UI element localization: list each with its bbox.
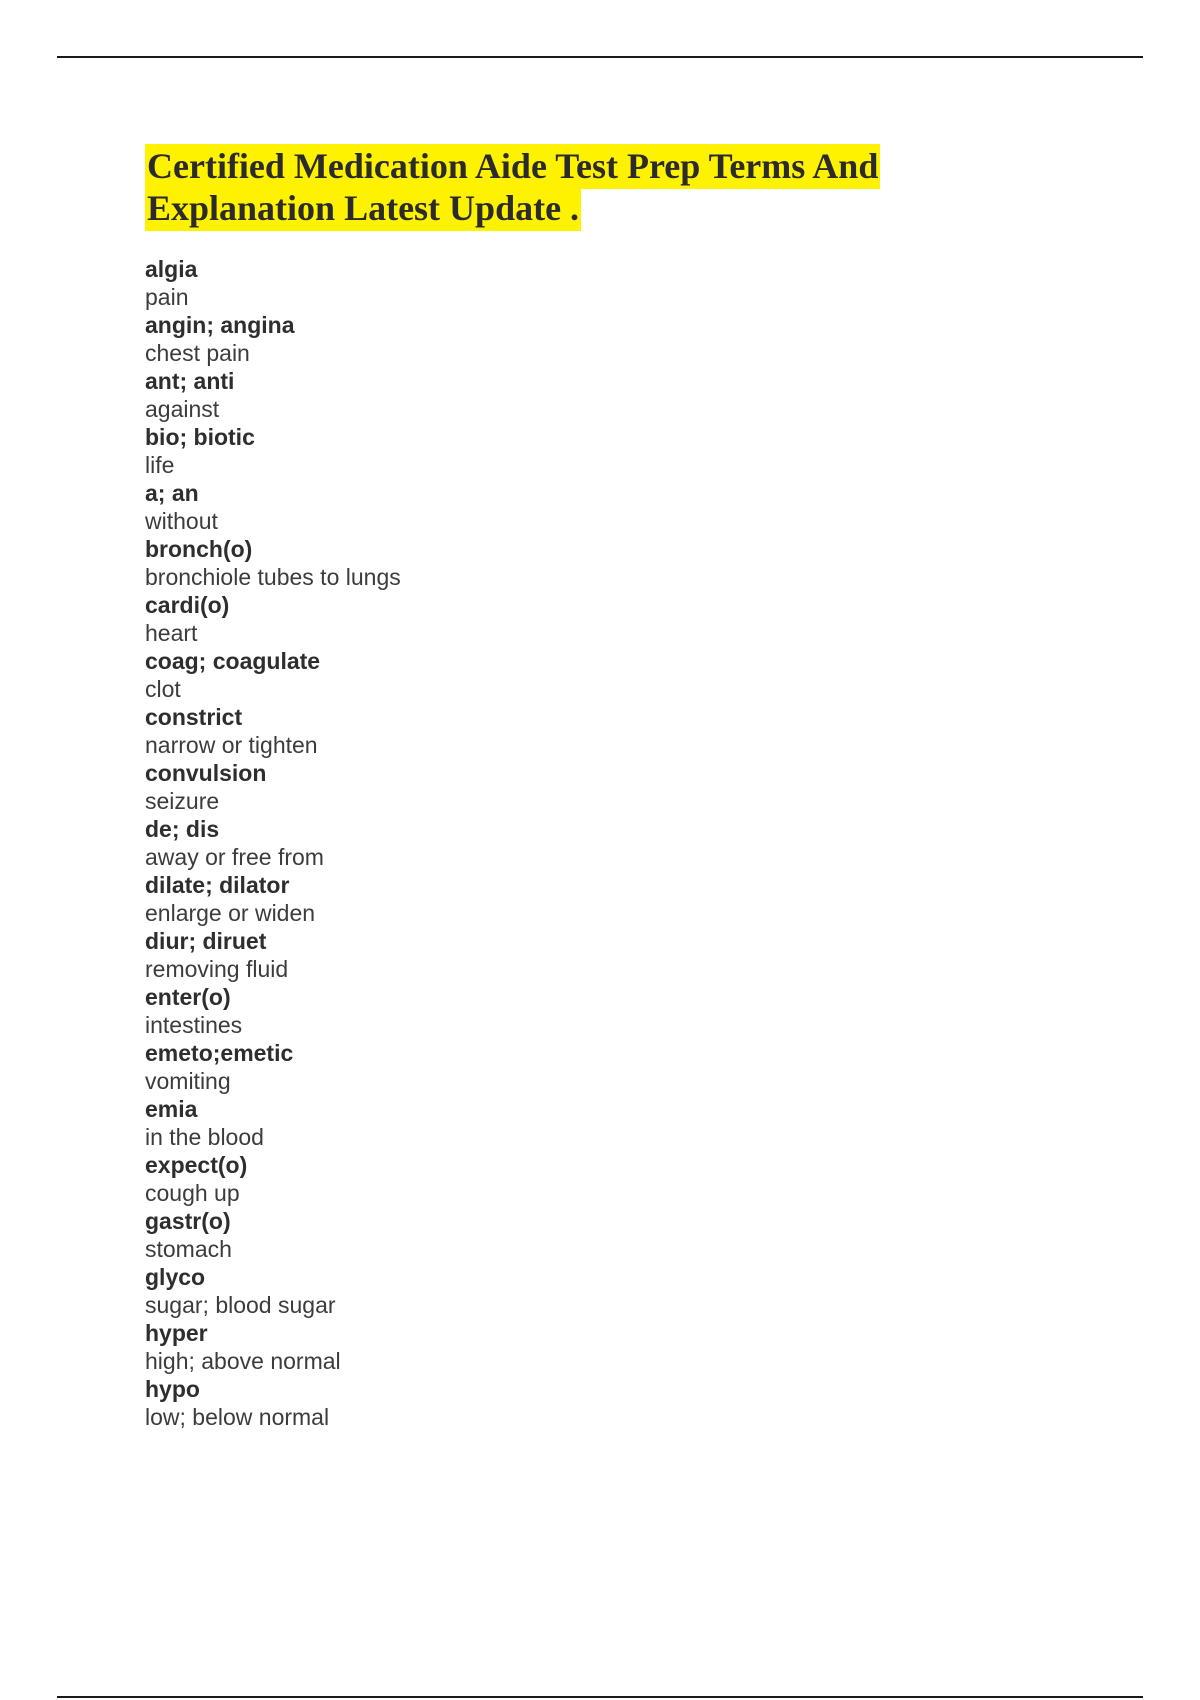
document-body — [145, 145, 1045, 1431]
terms-list — [145, 255, 1045, 1431]
term-entry — [145, 535, 1045, 591]
term-definition: in the blood — [145, 1124, 264, 1150]
term-name: hypo — [145, 1376, 200, 1402]
term-name: cardi(o) — [145, 592, 230, 618]
footer-rule — [57, 1696, 1143, 1698]
term-name: gastr(o) — [145, 1208, 231, 1234]
term-definition: pain — [145, 284, 189, 310]
term-entry — [145, 423, 1045, 479]
term-name: bio; biotic — [145, 424, 255, 450]
term-entry — [145, 1095, 1045, 1151]
title-highlight: Certified Medication Aide Test Prep Terms And Explanation Latest Update . — [145, 144, 880, 231]
term-name: ant; anti — [145, 368, 235, 394]
term-entry — [145, 703, 1045, 759]
term-entry — [145, 647, 1045, 703]
term-entry — [145, 367, 1045, 423]
term-name: algia — [145, 256, 198, 282]
term-entry — [145, 1263, 1045, 1319]
term-name: emeto;emetic — [145, 1040, 294, 1066]
term-definition: without — [145, 508, 218, 534]
term-name: glyco — [145, 1264, 206, 1290]
term-entry — [145, 1151, 1045, 1207]
term-entry — [145, 255, 1045, 311]
term-entry — [145, 1319, 1045, 1375]
term-definition: life — [145, 452, 175, 478]
term-definition: low; below normal — [145, 1404, 330, 1430]
term-definition: enlarge or widen — [145, 900, 316, 926]
term-name: hyper — [145, 1320, 208, 1346]
term-definition: away or free from — [145, 844, 324, 870]
term-definition: heart — [145, 620, 198, 646]
header-rule — [57, 56, 1143, 58]
term-entry — [145, 1039, 1045, 1095]
term-definition: cough up — [145, 1180, 240, 1206]
term-definition: vomiting — [145, 1068, 231, 1094]
term-entry — [145, 983, 1045, 1039]
term-name: bronch(o) — [145, 536, 253, 562]
term-definition: narrow or tighten — [145, 732, 318, 758]
term-name: a; an — [145, 480, 199, 506]
term-definition: seizure — [145, 788, 220, 814]
term-name: diur; diruet — [145, 928, 267, 954]
term-name: coag; coagulate — [145, 648, 321, 674]
term-name: constrict — [145, 704, 243, 730]
term-name: dilate; dilator — [145, 872, 290, 898]
term-entry — [145, 1207, 1045, 1263]
term-entry — [145, 871, 1045, 927]
term-definition: bronchiole tubes to lungs — [145, 564, 401, 590]
term-definition: clot — [145, 676, 181, 702]
term-entry — [145, 311, 1045, 367]
term-name: expect(o) — [145, 1152, 248, 1178]
term-entry — [145, 815, 1045, 871]
term-definition: high; above normal — [145, 1348, 341, 1374]
term-entry — [145, 1375, 1045, 1431]
term-definition: sugar; blood sugar — [145, 1292, 336, 1318]
term-name: de; dis — [145, 816, 220, 842]
term-definition: removing fluid — [145, 956, 289, 982]
term-definition: intestines — [145, 1012, 243, 1038]
term-definition: stomach — [145, 1236, 232, 1262]
term-entry — [145, 927, 1045, 983]
term-name: convulsion — [145, 760, 267, 786]
term-entry — [145, 479, 1045, 535]
term-name: enter(o) — [145, 984, 231, 1010]
term-definition: against — [145, 396, 220, 422]
term-definition: chest pain — [145, 340, 250, 366]
term-name: emia — [145, 1096, 198, 1122]
term-entry — [145, 591, 1045, 647]
term-entry — [145, 759, 1045, 815]
term-name: angin; angina — [145, 312, 295, 338]
document-title — [145, 145, 1045, 229]
